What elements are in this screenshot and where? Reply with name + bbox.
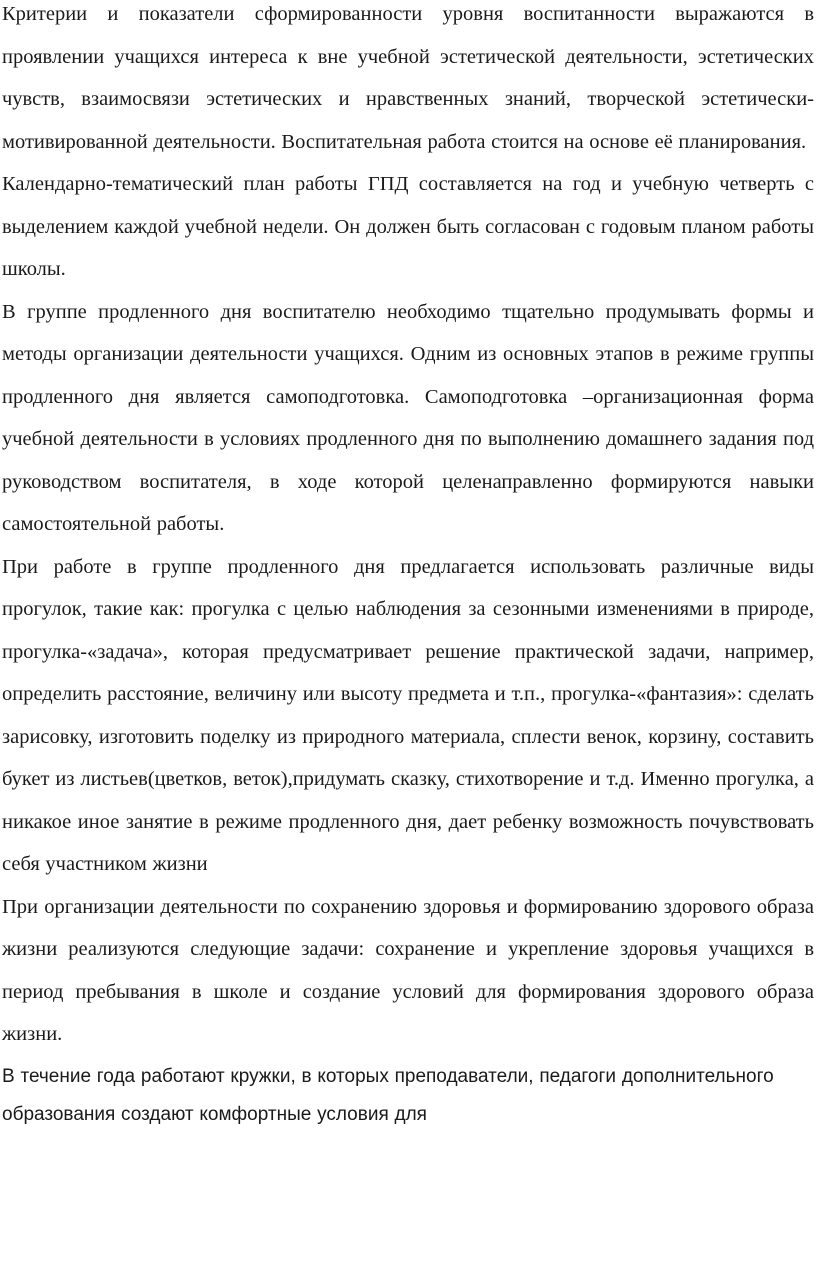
- paragraph-calendar-plan: Календарно-тематический план работы ГПД составляется на год и учебную четверть с выделением каждой учебной недели. Он должен быть согласован с годовым планом работы школы.: [2, 173, 814, 280]
- paragraph-criteria: Критерии и показатели сформированности уровня воспитанности выражаются в проявлении учащихся интереса к вне учебной эстетической деятельности, эстетических чувств, взаимосвязи эстетических и нравственных знаний, творческой эстетически-мотивированной деятельности. Воспитательная работа стоится на основе её планирования.: [2, 3, 814, 153]
- paragraph-self-preparation: В группе продленного дня воспитателю необходимо тщательно продумывать формы и методы организации деятельности учащихся. Одним из основных этапов в режиме группы продленного дня является самоподготовка. Самоподготовка –организационная форма учебной деятельности в условиях продленного дня по выполнению домашнего задания под руководством воспитателя, в ходе которой целенаправленно формируются навыки самостоятельной работы.: [2, 300, 814, 535]
- paragraph-walks: При работе в группе продленного дня предлагается использовать различные виды прогулок, такие как: прогулка с целью наблюдения за сезонными изменениями в природе, прогулка-«задача», которая предусматривает решение практической задачи, например, определить расстояние, величину или высоту предмета и т.п., прогулка-«фантазия»: сделать зарисовку, изготовить поделку из природного материала, сплести венок, корзину, составить букет из листьев(цветков, веток),придумать сказку, стихотворение и т.д. Именно прогулка, а никакое иное занятие в режиме продленного дня, дает ребенку возможность почувствовать себя участником жизни: [2, 555, 814, 875]
- paragraph-health: При организации деятельности по сохранению здоровья и формированию здорового образа жизни реализуются следующие задачи: сохранение и укрепление здоровья учащихся в период пребывания в школе и создание условий для формирования здорового образа жизни.: [2, 895, 814, 1045]
- paragraph-clubs: В течение года работают кружки, в которых преподаватели, педагоги дополнительного образования создают комфортные условия для: [2, 1065, 774, 1125]
